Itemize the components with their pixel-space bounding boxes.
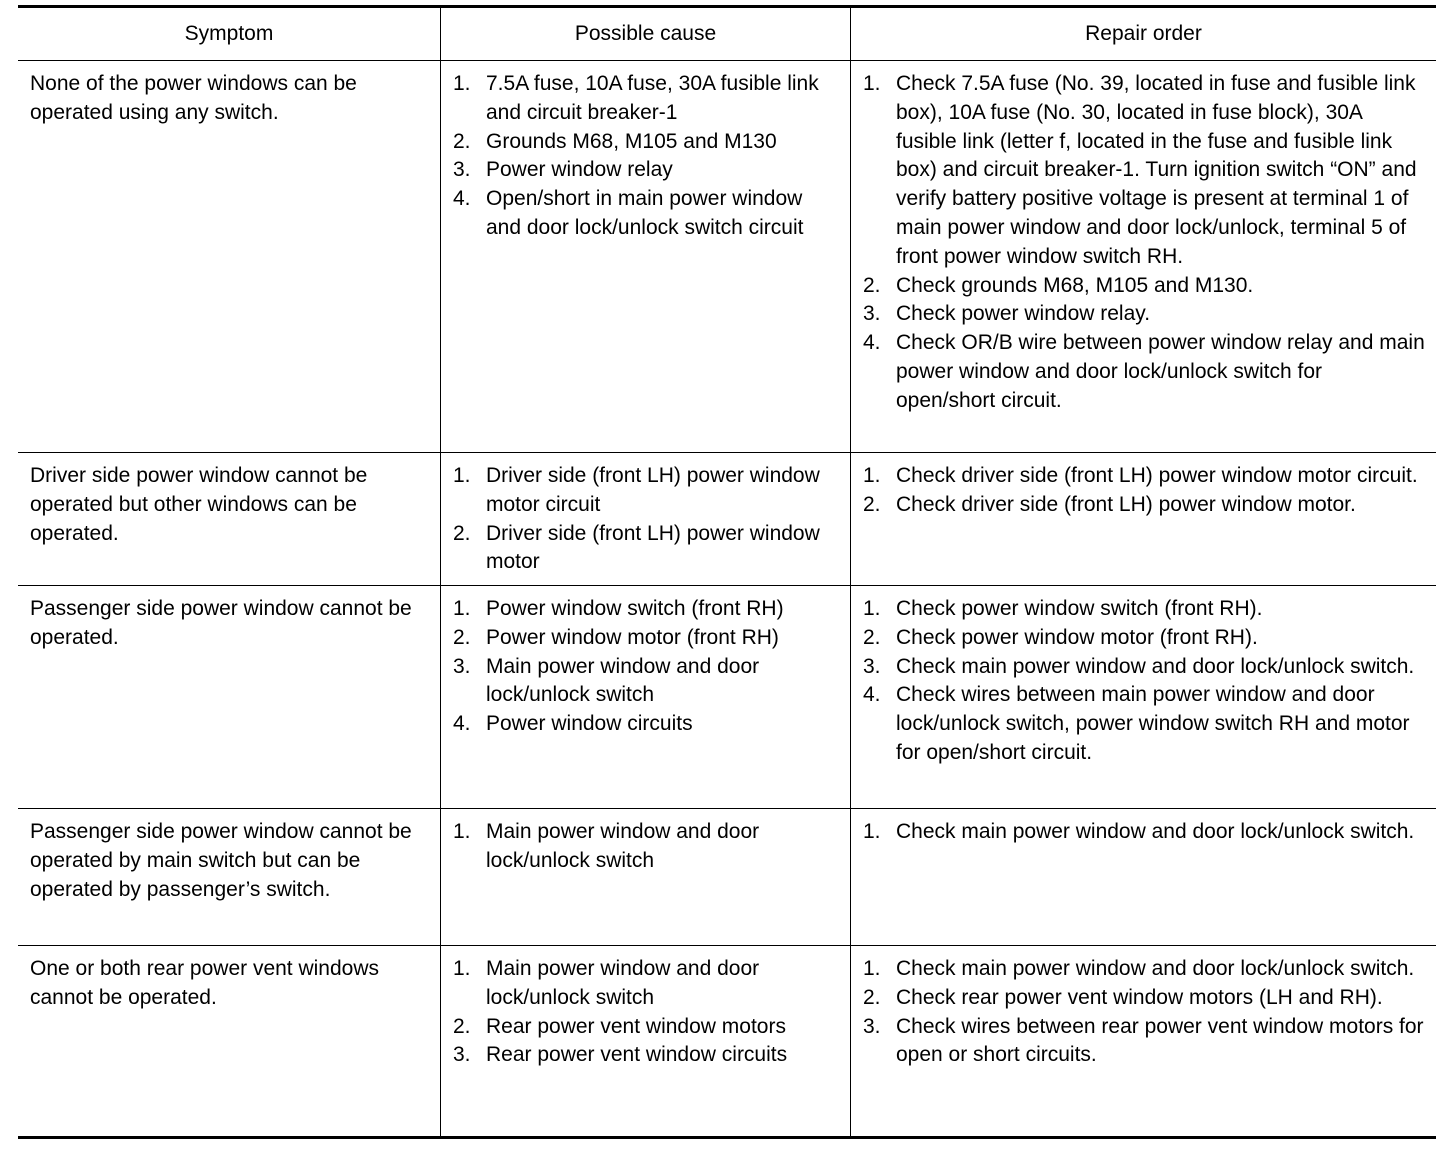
list-number: 1. <box>453 957 471 980</box>
cause-text: Driver side (front LH) power window motor <box>486 521 820 574</box>
list-number: 3. <box>453 158 471 182</box>
repair-cell <box>850 61 1436 452</box>
list-number: 3. <box>453 654 471 678</box>
table-row <box>18 452 1436 585</box>
list-number: 1. <box>453 597 471 620</box>
cause-cell <box>440 61 850 452</box>
cause-cell <box>440 946 850 1136</box>
cause-list-item <box>453 955 840 1013</box>
cause-text: Driver side (front LH) power window motor circuit <box>486 464 820 516</box>
cause-list <box>453 70 840 243</box>
list-number: 1. <box>453 820 471 843</box>
table-body <box>18 61 1436 1136</box>
cause-text: Main power window and door lock/unlock switch <box>486 820 760 872</box>
repair-list-item <box>863 300 1426 329</box>
list-number: 2. <box>453 129 471 153</box>
table-row <box>18 61 1436 452</box>
repair-list-item <box>863 1013 1426 1071</box>
cause-cell <box>440 586 850 808</box>
list-number: 1. <box>863 72 881 95</box>
cause-text: Rear power vent window motors <box>486 1014 786 1038</box>
cause-text: Power window switch (front RH) <box>486 597 784 620</box>
table-row <box>18 585 1436 808</box>
repair-list-item <box>863 653 1426 682</box>
cause-text: Open/short in main power window and door lock/unlock switch circuit <box>486 187 804 239</box>
cause-list-item <box>453 1041 840 1070</box>
repair-list <box>863 462 1426 520</box>
repair-text: Check 7.5A fuse (No. 39, located in fuse and fusible link box), 10A fuse (No. 30, located in fuse block), 30A fusible link (letter f, located in the fuse and fusible link box) and circuit breaker-1. Turn ignition switch “ON” and verify battery positive voltage is present at terminal 1 of main power window and door lock/unlock, terminal 5 of front power window switch RH. <box>896 72 1417 268</box>
repair-text: Check grounds M68, M105 and M130. <box>896 273 1254 297</box>
repair-list-item <box>863 595 1426 624</box>
cause-list <box>453 462 840 577</box>
list-number: 2. <box>863 985 881 1009</box>
list-number: 3. <box>453 1043 471 1067</box>
repair-text: Check power window relay. <box>896 302 1151 326</box>
list-number: 1. <box>453 72 471 95</box>
repair-text: Check power window switch (front RH). <box>896 597 1263 620</box>
list-number: 1. <box>863 957 881 980</box>
repair-list <box>863 595 1426 768</box>
repair-text: Check wires between rear power vent window motors for open or short circuits. <box>896 1014 1424 1067</box>
repair-cell <box>850 453 1436 585</box>
repair-cell <box>850 809 1436 945</box>
repair-text: Check main power window and door lock/unlock switch. <box>896 654 1415 678</box>
header-possible-cause: Possible cause <box>440 8 850 60</box>
repair-list-item <box>863 70 1426 272</box>
cause-text: Main power window and door lock/unlock switch <box>486 957 760 1009</box>
cause-text: 7.5A fuse, 10A fuse, 30A fusible link and circuit breaker-1 <box>486 72 819 124</box>
list-number: 2. <box>863 492 881 516</box>
cause-list-item <box>453 710 840 739</box>
cause-list-item <box>453 462 840 520</box>
symptom-cell: Passenger side power window cannot be operated. <box>30 597 412 649</box>
repair-list-item <box>863 955 1426 984</box>
list-number: 1. <box>863 597 881 620</box>
cause-text: Power window motor (front RH) <box>486 625 779 649</box>
header-symptom: Symptom <box>184 22 274 45</box>
list-number: 4. <box>453 712 471 736</box>
repair-list-item <box>863 462 1426 491</box>
repair-list-item <box>863 681 1426 767</box>
repair-list <box>863 955 1426 1070</box>
cause-list-item <box>453 624 840 653</box>
symptom-cell: Passenger side power window cannot be operated by main switch but can be operated by passenger’s switch. <box>30 820 412 901</box>
list-number: 4. <box>453 187 471 211</box>
cause-text: Rear power vent window circuits <box>486 1043 788 1067</box>
symptom-cell: Driver side power window cannot be operated but other windows can be operated. <box>30 464 368 545</box>
repair-text: Check driver side (front LH) power window motor. <box>896 492 1356 516</box>
cause-list-item <box>453 128 840 157</box>
repair-list-item <box>863 624 1426 653</box>
repair-list <box>863 70 1426 416</box>
cause-list-item <box>453 595 840 624</box>
cause-list-item <box>453 818 840 876</box>
repair-list-item <box>863 272 1426 301</box>
list-number: 3. <box>863 654 881 678</box>
repair-list-item <box>863 491 1426 520</box>
cause-list-item <box>453 520 840 578</box>
list-number: 3. <box>863 302 881 326</box>
repair-text: Check main power window and door lock/unlock switch. <box>896 957 1415 980</box>
cause-list-item <box>453 185 840 243</box>
list-number: 4. <box>863 683 881 707</box>
cause-list-item <box>453 1013 840 1042</box>
symptom-cell: One or both rear power vent windows cannot be operated. <box>30 957 380 1009</box>
repair-list-item <box>863 329 1426 415</box>
repair-text: Check driver side (front LH) power window motor circuit. <box>896 464 1418 487</box>
cause-cell <box>440 453 850 585</box>
diagnosis-table <box>18 5 1436 1139</box>
list-number: 4. <box>863 331 881 355</box>
cause-cell <box>440 809 850 945</box>
repair-text: Check rear power vent window motors (LH and RH). <box>896 985 1383 1009</box>
list-number: 2. <box>863 273 881 297</box>
list-number: 2. <box>863 625 881 649</box>
cause-list-item <box>453 156 840 185</box>
cause-text: Grounds M68, M105 and M130 <box>486 129 777 153</box>
repair-text: Check main power window and door lock/unlock switch. <box>896 820 1415 843</box>
cause-list <box>453 955 840 1070</box>
list-number: 1. <box>863 820 881 843</box>
header-repair-order: Repair order <box>850 8 1436 60</box>
cause-text: Main power window and door lock/unlock switch <box>486 654 760 707</box>
repair-list-item <box>863 984 1426 1013</box>
table-header-row <box>18 8 1436 61</box>
repair-cell <box>850 586 1436 808</box>
list-number: 1. <box>863 464 881 487</box>
list-number: 1. <box>453 464 471 487</box>
cause-list <box>453 818 840 876</box>
cause-text: Power window circuits <box>486 712 693 736</box>
table-row <box>18 808 1436 945</box>
repair-text: Check wires between main power window and door lock/unlock switch, power window switch RH and motor for open/short circuit. <box>896 683 1410 764</box>
cause-list <box>453 595 840 739</box>
list-number: 2. <box>453 521 471 545</box>
repair-list <box>863 818 1426 847</box>
list-number: 2. <box>453 625 471 649</box>
table-row <box>18 945 1436 1136</box>
cause-list-item <box>453 653 840 711</box>
repair-list-item <box>863 818 1426 847</box>
repair-text: Check power window motor (front RH). <box>896 625 1258 649</box>
symptom-cell: None of the power windows can be operated using any switch. <box>30 72 357 124</box>
cause-text: Power window relay <box>486 158 673 182</box>
list-number: 2. <box>453 1014 471 1038</box>
repair-text: Check OR/B wire between power window relay and main power window and door lock/unlock switch for open/short circuit. <box>896 331 1425 412</box>
repair-cell <box>850 946 1436 1136</box>
cause-list-item <box>453 70 840 128</box>
list-number: 3. <box>863 1014 881 1038</box>
